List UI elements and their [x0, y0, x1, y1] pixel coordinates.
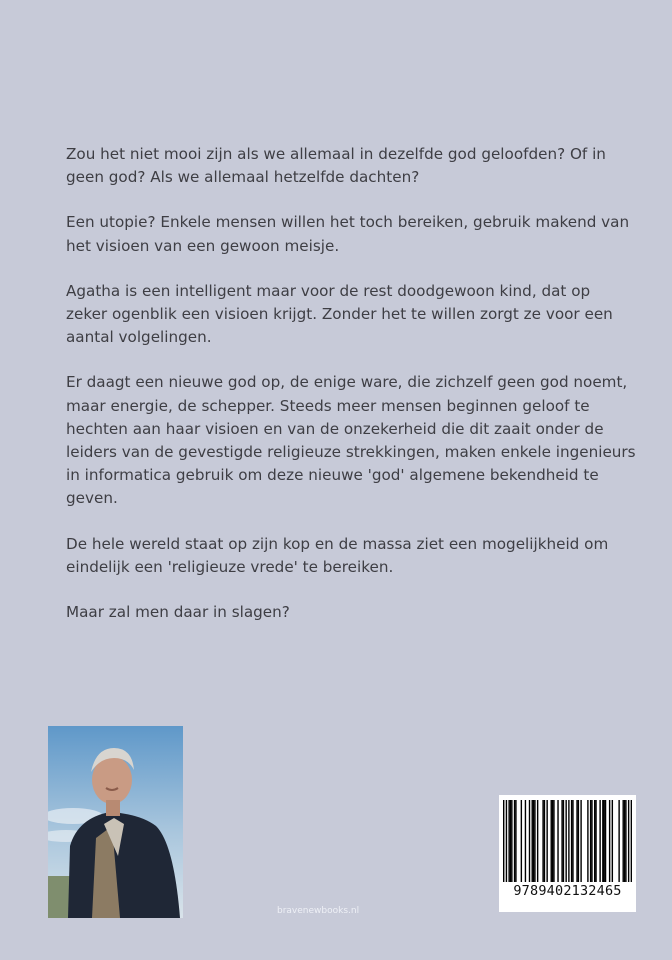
isbn-number: 9789402132465 — [513, 883, 622, 899]
barcode-bar — [514, 800, 515, 882]
barcode-bar — [511, 800, 512, 882]
isbn-barcode — [499, 795, 636, 912]
barcode-bar — [533, 800, 534, 882]
barcode-bar — [618, 800, 619, 882]
barcode-bar — [571, 800, 572, 882]
author-photo — [48, 726, 183, 918]
blurb-paragraph-1: Zou het niet mooi zijn als we allemaal in dezelfde god geloofden? Of in geen god? Als we allemaal hetzelfde dachten? — [66, 145, 606, 187]
barcode-bar — [551, 800, 552, 882]
blurb-paragraph-4: Er daagt een nieuwe god op, de enige ware, die zichzelf geen god noemt, maar energie, de schepper. Steeds meer mensen beginnen geloof te hechten aan haar visioen en van de onzekerheid die dit zaait onder de leiders van de gevestigde religieuze strekkingen, maken enkele ingenieurs in informatica gebruik om deze nieuwe 'god' algemene bekendheid te geven. — [66, 373, 636, 508]
barcode-bar — [534, 800, 535, 882]
barcode-bar — [537, 800, 538, 882]
barcode-bar — [580, 800, 581, 882]
barcode-bar — [525, 800, 526, 882]
barcode-bar — [532, 800, 533, 882]
barcode-bar — [602, 800, 603, 882]
barcode-bar — [599, 800, 600, 882]
barcode-bar — [591, 800, 592, 882]
barcode-bar — [521, 800, 522, 882]
barcode-bar — [506, 800, 507, 882]
barcode-bar — [587, 800, 588, 882]
barcode-bar — [605, 800, 606, 882]
barcode-bar — [622, 800, 623, 882]
barcode-bar — [542, 800, 543, 882]
barcode-bar — [609, 800, 610, 882]
barcode-bar — [595, 800, 596, 882]
barcode-bar — [508, 800, 509, 882]
barcode-bar — [568, 800, 569, 882]
barcode-bar — [561, 800, 562, 882]
barcode-bar — [552, 800, 553, 882]
barcode-bar — [590, 800, 591, 882]
barcode-bar — [576, 800, 577, 882]
barcode-bar — [603, 800, 604, 882]
barcode-bar — [515, 800, 516, 882]
barcode-bar — [546, 800, 547, 882]
publisher-url: bravenewbooks.nl — [277, 906, 360, 916]
blurb-paragraph-5: De hele wereld staat op zijn kop en de massa ziet een mogelijkheid om eindelijk een 'religieuze vrede' te bereiken. — [66, 534, 609, 576]
barcode-bar — [625, 800, 626, 882]
blurb-paragraph-6: Maar zal men daar in slagen? — [66, 603, 290, 622]
back-cover-blurb — [66, 143, 636, 646]
barcode-bar — [503, 800, 504, 882]
barcode-bar — [529, 800, 530, 882]
barcode-bar — [565, 800, 566, 882]
barcode-bar — [612, 800, 613, 882]
barcode-bar — [572, 800, 573, 882]
barcode-bar — [557, 800, 558, 882]
author-portrait-image — [48, 726, 183, 918]
barcode-bar — [578, 800, 579, 882]
barcode-bar — [563, 800, 564, 882]
barcode-bar — [628, 800, 629, 882]
barcode-bar — [510, 800, 511, 882]
blurb-paragraph-3: Agatha is een intelligent maar voor de rest doodgewoon kind, dat op zeker ogenblik een visioen krijgt. Zonder het te willen zorgt ze voor een aantal volgelingen. — [66, 281, 613, 347]
barcode-bar — [624, 800, 625, 882]
blurb-paragraph-2: Een utopie? Enkele mensen willen het toch bereiken, gebruik makend van het visioen van een gewoon meisje. — [66, 213, 630, 255]
barcode-bar — [553, 800, 554, 882]
barcode-bar — [631, 800, 632, 882]
barcode-bars — [503, 800, 632, 882]
barcode-bar — [594, 800, 595, 882]
barcode-bar — [544, 800, 545, 882]
